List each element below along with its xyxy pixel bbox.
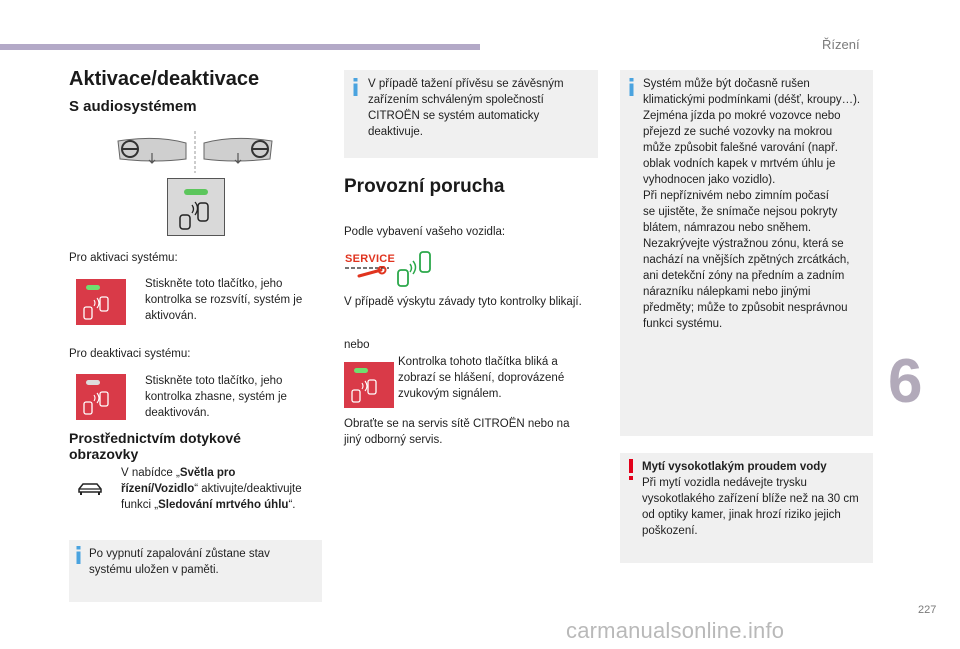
blind-spot-fault-icon: [344, 362, 394, 408]
system-note-line: ani detekční zóny na předním a zadním: [643, 270, 845, 282]
blind-spot-on-icon: [76, 279, 126, 325]
deactivate-button-illustration: [76, 374, 126, 420]
page-number: 227: [918, 604, 937, 616]
touchscreen-line-1: V nabídce „Světla pro: [121, 467, 236, 479]
system-note-line: nárazníku nálepkami nebo jinými: [643, 286, 811, 298]
system-note-line: Nezakrývejte výstražnou zónu, která se: [643, 238, 844, 250]
button-blink-line-1: Kontrolka tohoto tlačítka bliká a: [398, 356, 558, 368]
system-note-line: se ujistěte, že snímače nejsou pokryty: [643, 206, 838, 218]
trailer-note-line-4: deaktivuje.: [368, 126, 423, 138]
trailer-note-line-3: CITROËN se systém automaticky: [368, 110, 540, 122]
memory-note-line-1: Po vypnutí zapalování zůstane stav: [89, 548, 270, 560]
wash-line: Při mytí vozidla nedávejte trysku: [642, 477, 807, 489]
deactivate-line-2: kontrolka zhasne, systém je: [145, 391, 287, 403]
wash-line: poškození.: [642, 525, 698, 537]
touchscreen-line-3: funkci „Sledování mrtvého úhlu“.: [121, 499, 296, 511]
system-note-line: Při nepříznivém nebo zimním počasí: [643, 190, 829, 202]
or-label: nebo: [344, 339, 370, 351]
button-blink-line-2: zobrazí se hlášení, doprovázené: [398, 372, 565, 384]
wash-line: od optiky kamer, jinak hrozí riziko jejich: [642, 509, 841, 521]
car-icon: [76, 480, 104, 498]
deactivate-line-3: deaktivován.: [145, 407, 210, 419]
info-icon: [628, 78, 635, 96]
wrench-icon: [345, 266, 391, 278]
section-label: Řízení: [822, 37, 860, 52]
info-icon: [75, 546, 82, 564]
system-note-line: může způsobit falešné varování (např.: [643, 142, 838, 154]
trailer-note-line-2: zařízením schváleným společností: [368, 94, 544, 106]
system-note-line: Systém může být dočasně rušen: [643, 78, 810, 90]
system-note-line: blátem, námrazou nebo sněhem.: [643, 222, 812, 234]
system-note-line: funkci systému.: [643, 318, 723, 330]
system-note-line: předměty; může to způsobit nesprávnou: [643, 302, 848, 314]
memory-note: [69, 540, 322, 602]
page-title: Aktivace/deaktivace: [69, 68, 260, 90]
activate-intro: Pro aktivaci systému:: [69, 252, 178, 264]
system-note-line: vyhodnocen jako vozidlo).: [643, 174, 776, 186]
activate-line-3: aktivován.: [145, 310, 197, 322]
contact-line-1: Obraťte se na servis sítě CITROËN nebo na: [344, 418, 570, 430]
service-warning-lamp: [345, 253, 396, 277]
chapter-number: 6: [888, 347, 923, 416]
contact-line-2: jiný odborný servis.: [344, 434, 443, 446]
wash-title: Mytí vysokotlakým proudem vody: [642, 461, 827, 473]
deactivate-line-1: Stiskněte toto tlačítko, jeho: [145, 375, 283, 387]
blind-spot-off-icon: [76, 374, 126, 420]
service-warning-label: SERVICE: [345, 253, 396, 265]
system-note-line: Zejména jízda po mokré vozovce nebo: [643, 110, 841, 122]
button-blink-line-3: zvukovým signálem.: [398, 388, 502, 400]
pressure-wash-warning: [620, 453, 873, 563]
activate-line-2: kontrolka se rozsvítí, systém je: [145, 294, 303, 306]
wash-line: vysokotlakého zařízení blíže než na 30 cm: [642, 493, 859, 505]
header-accent-bar: [0, 44, 480, 50]
warning-icon: [626, 459, 636, 481]
fault-heading: Provozní porucha: [344, 176, 505, 197]
activate-button-illustration: [76, 279, 126, 325]
system-note-line: nachází na vnějších zpětných zrcátkách,: [643, 254, 850, 266]
activate-line-1: Stiskněte toto tlačítko, jeho: [145, 278, 283, 290]
system-interference-note: [620, 70, 873, 436]
subtitle-audio: S audiosystémem: [69, 98, 197, 115]
fault-button-illustration: [344, 362, 394, 408]
blind-spot-warning-lamp-icon: [394, 250, 436, 288]
touchscreen-heading-line-2: obrazovky: [69, 446, 139, 462]
fault-blink-text: V případě výskytu závady tyto kontrolky blikají.: [344, 296, 582, 308]
system-note-line: oblak vodních kapek v mrtvém úhlu je: [643, 158, 836, 170]
blind-spot-icon: [168, 179, 224, 235]
touchscreen-line-2: řízení/Vozidlo“ aktivujte/deaktivujte: [121, 483, 302, 495]
trailer-note-line-1: V případě tažení přívěsu se závěsným: [368, 78, 564, 90]
system-note-line: klimatickými podmínkami (déšť, kroupy…).: [643, 94, 861, 106]
mirrors-illustration-icon: [116, 131, 274, 173]
info-icon: [352, 78, 359, 96]
blind-spot-button-illustration: [167, 178, 225, 236]
watermark: carmanualsonline.info: [566, 618, 785, 643]
memory-note-line-2: systému uložen v paměti.: [89, 564, 219, 576]
touchscreen-heading-line-1: Prostřednictvím dotykové: [69, 430, 241, 446]
deactivate-intro: Pro deaktivaci systému:: [69, 348, 191, 360]
trailer-note: [344, 70, 598, 158]
system-note-line: přejezd ze suché vozovky na mokrou: [643, 126, 833, 138]
fault-intro: Podle vybavení vašeho vozidla:: [344, 226, 506, 238]
touchscreen-heading: [69, 430, 309, 462]
